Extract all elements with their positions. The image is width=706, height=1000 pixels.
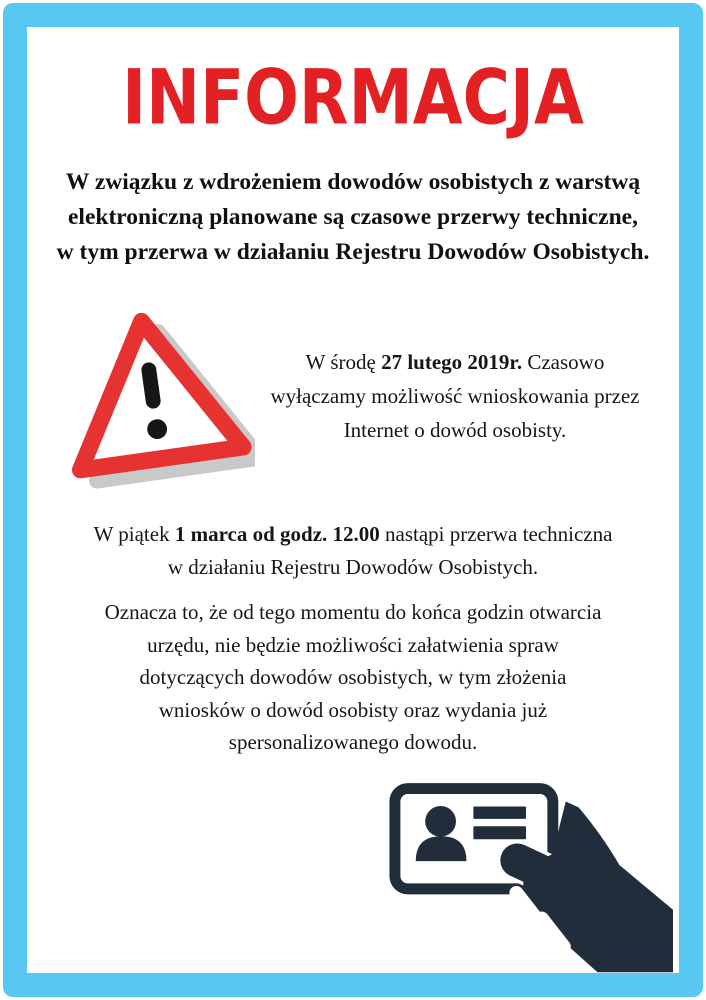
consequence-line: dotyczących dowodów osobistych, w tym złożenia — [139, 665, 567, 689]
wednesday-date: 27 lutego 2019r. — [381, 350, 523, 374]
wednesday-notice — [255, 345, 673, 447]
warning-section — [27, 300, 679, 492]
page-title: INFORMACJA — [122, 52, 584, 142]
friday-notice-line: w działaniu Rejestru Dowodów Osobistych. — [167, 555, 539, 579]
wednesday-notice-line: wyłączamy możliwość wnioskowania przez — [270, 384, 640, 408]
consequence-line: wniosków o dowód osobisty oraz wydania już — [158, 697, 548, 722]
friday-notice — [48, 518, 658, 584]
wednesday-notice-line: W środę 27 lutego 2019r. Czasowo — [305, 350, 605, 374]
intro-line: w tym przerwa w działaniu Rejestru Dowodów Osobistych. — [56, 239, 650, 265]
consequence-paragraph — [43, 596, 663, 759]
poster-content — [27, 27, 679, 973]
consequence-line: Oznacza to, że od tego momentu do końca godzin otwarcia — [104, 600, 602, 624]
consequence-line: urzędu, nie będzie możliwości załatwienia spraw — [147, 632, 559, 657]
intro-paragraph — [29, 165, 677, 270]
friday-notice-line: W piątek 1 marca od godz. 12.00 nastąpi przerwa techniczna — [93, 522, 613, 546]
warning-triangle-icon — [47, 300, 255, 492]
id-card-in-hand-icon — [383, 768, 673, 973]
intro-line: W związku z wdrożeniem dowodów osobistych z warstwą — [65, 169, 641, 195]
wednesday-notice-line: Internet o dowód osobisty. — [343, 418, 567, 442]
consequence-line: spersonalizowanego dowodu. — [228, 730, 478, 754]
friday-date: 1 marca od godz. 12.00 — [174, 522, 380, 546]
intro-line: elektroniczną planowane są czasowe przerwy techniczne, — [68, 204, 638, 230]
